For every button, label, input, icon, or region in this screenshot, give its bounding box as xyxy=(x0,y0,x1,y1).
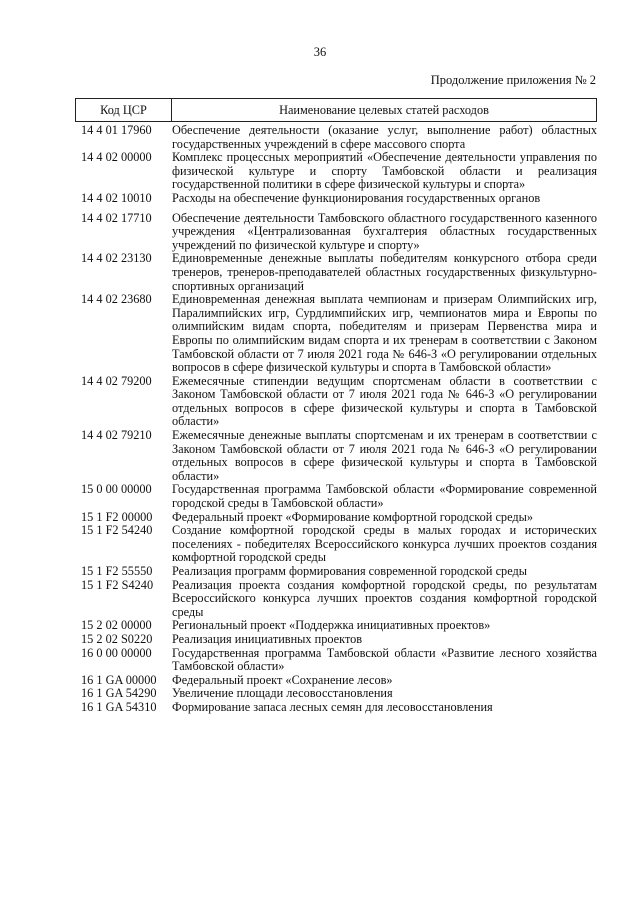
row-name: Федеральный проект «Сохранение лесов» xyxy=(172,672,393,687)
row-code: 14 4 02 79210 xyxy=(81,428,152,443)
row-name: Единовременная денежная выплата чемпионам и призерам Олимпийских игр, Паралимпийских игр, Сурдлимпийских игр, чемпионатов мира и Европы по олимпийским видам спорта, победителям и призерам Первенства мира и Европы по олимпийским видам спорта и их тренерам в соответствии с Законом Тамбовской области от 7 июля 2021 года № 646-З «О регулировании отдельных вопросов в сфере физической культуры и спорта в Тамбовской области» xyxy=(172,292,597,375)
table-row xyxy=(75,687,597,701)
row-code: 15 1 F2 55550 xyxy=(81,564,153,578)
row-name: Федеральный проект «Формирование комфортной городской среды» xyxy=(172,509,534,524)
table-row xyxy=(75,192,597,206)
row-code: 14 4 02 79200 xyxy=(81,373,152,388)
row-code: 15 1 F2 54240 xyxy=(81,523,153,538)
table-row xyxy=(75,293,597,375)
table-body xyxy=(75,124,597,715)
table-row xyxy=(75,619,597,633)
row-code: 15 1 F2 00000 xyxy=(81,509,153,524)
table-row xyxy=(75,252,597,293)
row-name: Реализация программ формирования современной городской среды xyxy=(172,564,528,578)
row-name: Региональный проект «Поддержка инициативных проектов» xyxy=(172,618,491,633)
table-row xyxy=(75,565,597,579)
row-name: Обеспечение деятельности (оказание услуг, выполнение работ) областных государственных учреждений в сфере массового спорта xyxy=(172,123,597,151)
row-name: Создание комфортной городской среды в малых городах и исторических поселениях - победителях Всероссийского конкурса лучших проектов создания комфортной городской среды xyxy=(172,523,597,565)
row-name: Расходы на обеспечение функционирования государственных органов xyxy=(172,190,541,205)
row-code: 16 0 00 00000 xyxy=(81,645,152,660)
row-name: Государственная программа Тамбовской области «Формирование современной городской среды в Тамбовской области» xyxy=(172,482,597,511)
row-name: Реализация проекта создания комфортной городской среды, по результатам Всероссийского конкурса лучших проектов создания комфортной городской среды xyxy=(172,577,597,619)
row-code: 14 4 02 23130 xyxy=(81,251,152,266)
table-row xyxy=(75,701,597,715)
row-name: Государственная программа Тамбовской области «Развитие лесного хозяйства Тамбовской области» xyxy=(172,645,597,674)
header-name: Наименование целевых статей расходов xyxy=(279,103,489,117)
row-code: 15 0 00 00000 xyxy=(81,482,152,497)
table-row xyxy=(75,124,597,151)
budget-codes-table xyxy=(75,98,597,715)
table-row xyxy=(75,647,597,674)
table-row xyxy=(75,375,597,429)
appendix-note: Продолжение приложения № 2 xyxy=(430,73,596,87)
row-code: 14 4 02 10010 xyxy=(81,190,152,205)
row-name: Реализация инициативных проектов xyxy=(172,631,363,646)
row-code: 16 1 GA 00000 xyxy=(81,672,157,687)
row-name: Ежемесячные денежные выплаты спортсменам и их тренерам в соответствии с Законом Тамбовской области от 7 июля 2021 года № 646-З «О регулировании отдельных вопросов в сфере физической культуры и спорта в Тамбовской области» xyxy=(172,428,597,483)
table-row xyxy=(75,212,597,253)
table-row xyxy=(75,674,597,688)
table-row xyxy=(75,511,597,525)
row-name: Комплекс процессных мероприятий «Обеспечение деятельности управления по физической культуре и спорту Тамбовской области и реализация государственной политики в сфере физической культуры и спорта» xyxy=(172,150,597,192)
table-header xyxy=(75,98,597,122)
row-code: 14 4 02 17710 xyxy=(81,210,152,225)
row-code: 16 1 GA 54290 xyxy=(81,686,157,701)
row-name: Формирование запаса лесных семян для лесовосстановления xyxy=(172,699,493,714)
row-name: Единовременные денежные выплаты победителям конкурсного отбора среди тренеров, тренеров-преподавателей областных государственных физкультурно-спортивных организаций xyxy=(172,251,597,293)
table-row xyxy=(75,483,597,510)
row-code: 14 4 02 00000 xyxy=(81,150,152,165)
table-row xyxy=(75,429,597,483)
row-code: 14 4 01 17960 xyxy=(81,123,152,137)
table-row xyxy=(75,633,597,647)
row-name: Ежемесячные стипендии ведущим спортсменам области в соответствии с Законом Тамбовской области от 7 июля 2021 года № 646-З «О регулировании отдельных вопросов в сфере физической культуры и спорта в Тамбовской области» xyxy=(172,373,597,429)
row-code: 15 2 02 S0220 xyxy=(81,631,153,646)
page-number: 36 xyxy=(313,45,327,59)
row-name: Увеличение площади лесовосстановления xyxy=(172,686,393,701)
row-code: 15 2 02 00000 xyxy=(81,618,152,633)
table-row xyxy=(75,524,597,565)
row-code: 16 1 GA 54310 xyxy=(81,699,157,714)
header-code: Код ЦСР xyxy=(76,99,172,121)
row-code: 15 1 F2 S4240 xyxy=(81,577,154,592)
table-row xyxy=(75,151,597,192)
row-code: 14 4 02 23680 xyxy=(81,292,152,307)
row-name: Обеспечение деятельности Тамбовского областного государственного казенного учреждения «Централизованная бухгалтерия областных государственных учреждений по физической культуре и спорту» xyxy=(172,210,597,252)
table-row xyxy=(75,579,597,620)
